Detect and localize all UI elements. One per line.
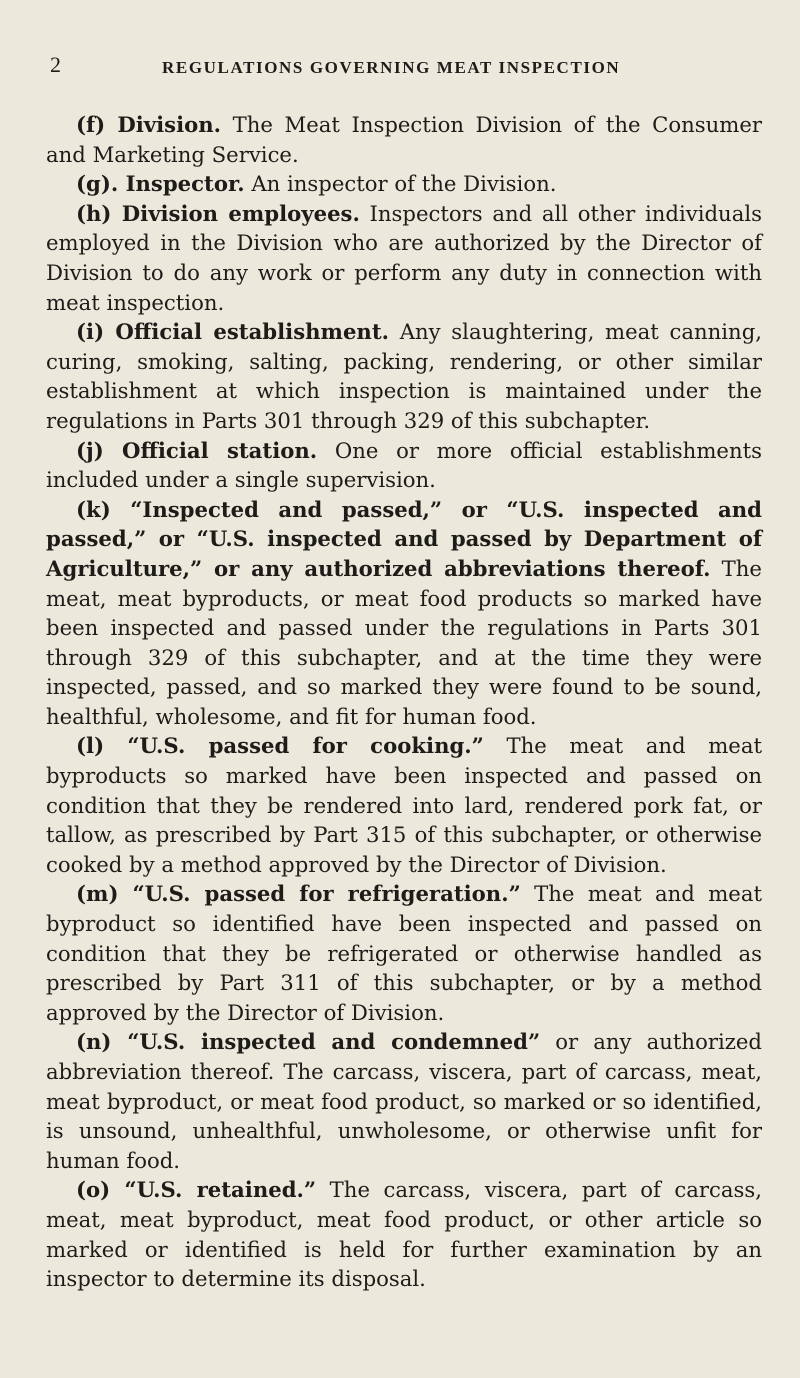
definition-text: One or more official establishments included under a single supervision. [46, 437, 762, 493]
definition-inspector [46, 169, 762, 199]
definition-passed-for-cooking [46, 731, 762, 879]
definition-text: An inspector of the Division. [251, 171, 557, 197]
definition-label: (f) Division. [76, 112, 222, 137]
definition-text: The carcass, viscera, part of carcass, meat, meat byproduct, meat food product, or other article so marked or identified is held for further examination by an inspector to determine its disposal. [46, 1177, 762, 1292]
definition-division [46, 110, 762, 169]
definition-division-employees [46, 199, 762, 317]
definition-label: (n) “U.S. inspected and condemned” [76, 1029, 541, 1055]
running-head [46, 52, 762, 92]
definitions-list [46, 110, 762, 1294]
definition-text: The meat and meat byproduct so identified have been inspected and passed on condition that they be refrigerated or otherwise handled as prescribed by Part 311 of this subchapter, or by a method approved by the Director of Division. [46, 881, 762, 1025]
definition-retained [46, 1175, 762, 1293]
definition-label: (j) Official station. [76, 437, 318, 463]
definition-official-station [46, 436, 762, 495]
definition-label: (l) “U.S. passed for cooking.” [76, 733, 484, 759]
definition-inspected-and-passed [46, 495, 762, 732]
definition-label: (o) “U.S. retained.” [76, 1177, 317, 1203]
definition-official-establishment [46, 317, 762, 435]
definition-text: Any slaughtering, meat canning, curing, smoking, salting, packing, rendering, or other similar establishment at which inspection is maintained under the regulations in Parts 301 through 329 of this subchapter. [46, 319, 762, 433]
running-head-title: REGULATIONS GOVERNING MEAT INSPECTION [162, 58, 621, 77]
definition-text: The meat, meat byproducts, or meat food products so marked have been inspected and passed under the regulations in Parts 301 through 329 of this subchapter, and at the time they were inspected, passed, and so marked they were found to be sound, healthful, wholesome, and fit for human food. [46, 555, 762, 729]
definition-text: Inspectors and all other individuals employed in the Division who are authorized by the Director of Division to do any work or perform any duty in connection with meat inspection. [46, 200, 762, 315]
definition-label: (g). Inspector. [76, 171, 245, 197]
definition-text: or any authorized abbreviation thereof. The carcass, viscera, part of carcass, meat, meat byproduct, or meat food product, so marked or so identified, is unsound, unhealthful, unwholesome, or otherwise unfit for human food. [46, 1029, 762, 1173]
page-number: 2 [50, 52, 61, 77]
definition-inspected-and-condemned [46, 1027, 762, 1175]
definition-text: The meat and meat byproducts so marked have been inspected and passed on condition that they be rendered into lard, rendered pork fat, or tallow, as prescribed by Part 315 of this subchapter, or otherwise cooked by a method approved by the Director of Division. [46, 733, 762, 877]
definition-label: (k) “Inspected and passed,” or “U.S. inspected and passed,” or “U.S. inspected and passed by Department of Agriculture,” or any authorized abbreviations thereof. [46, 496, 762, 581]
definition-passed-for-refrigeration [46, 879, 762, 1027]
definition-label: (i) Official establishment. [76, 319, 390, 345]
definition-label: (m) “U.S. passed for refrigeration.” [76, 881, 521, 907]
definition-label: (h) Division employees. [76, 200, 360, 226]
definition-text: The Meat Inspection Division of the Consumer and Marketing Service. [46, 112, 762, 167]
